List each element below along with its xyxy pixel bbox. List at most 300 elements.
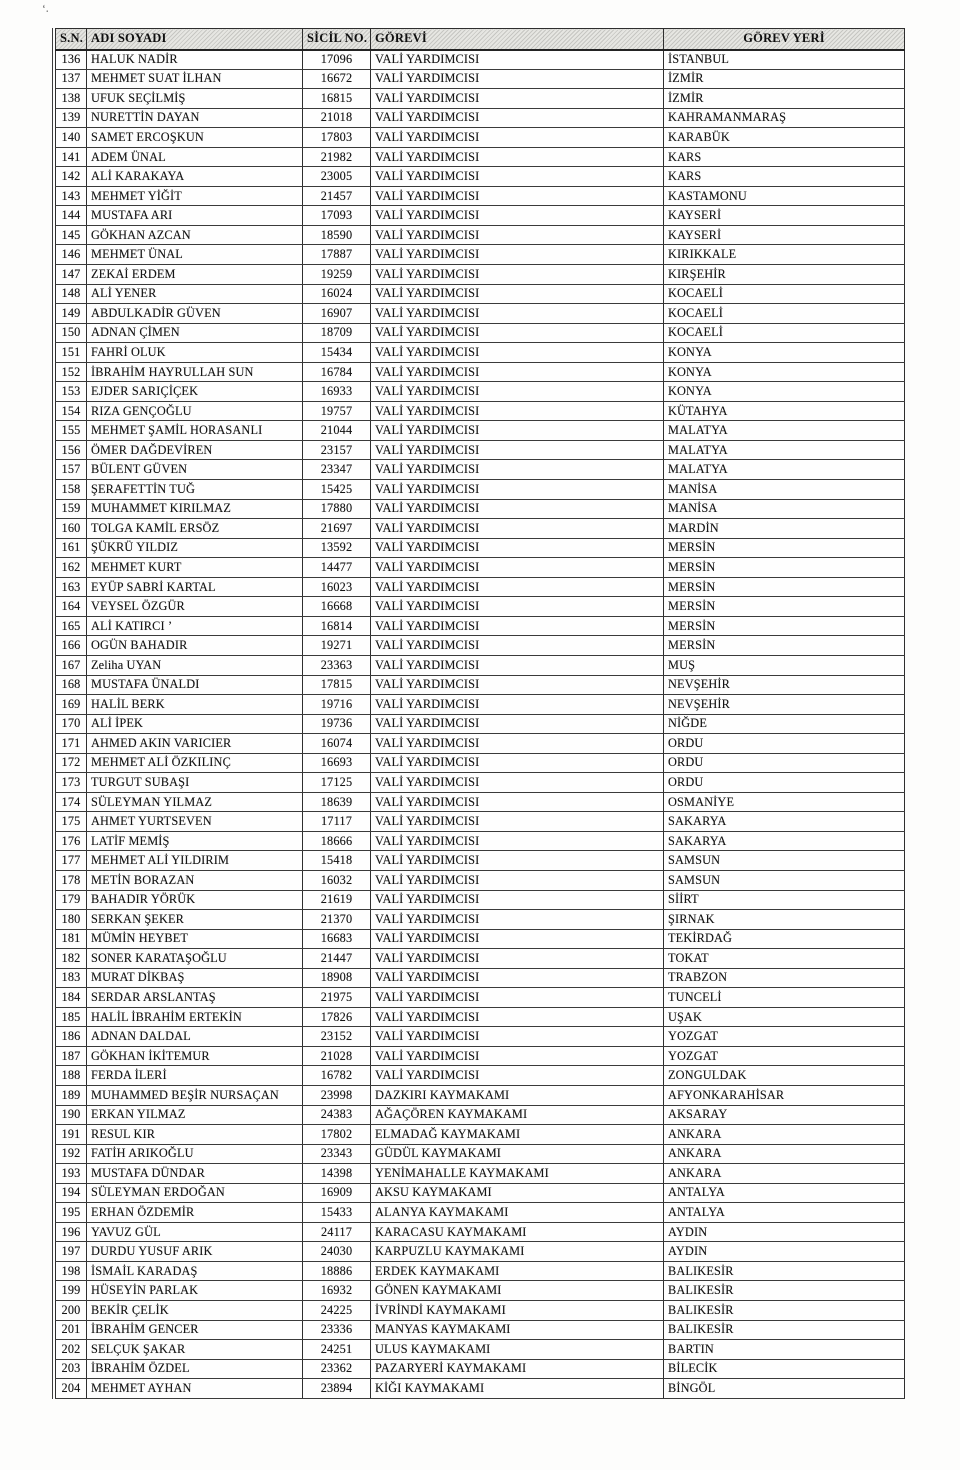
cell-registry-no: 24251 [303, 1340, 371, 1360]
cell-registry-no: 17802 [303, 1125, 371, 1145]
table-row [56, 851, 905, 871]
cell-duty: VALİ YARDIMCISI [371, 499, 664, 519]
cell-name: HALİL İBRAHİM ERTEKİN [87, 1007, 303, 1027]
cell-duty-place: ANKARA [664, 1164, 905, 1184]
cell-name: İBRAHİM GENCER [87, 1320, 303, 1340]
cell-duty: VALİ YARDIMCISI [371, 519, 664, 539]
cell-registry-no: 15418 [303, 851, 371, 871]
table-row [56, 69, 905, 89]
cell-duty-place: BALIKESİR [664, 1281, 905, 1301]
table-row [56, 1105, 905, 1125]
cell-name: ÖMER DAĞDEVİREN [87, 440, 303, 460]
cell-registry-no: 17117 [303, 812, 371, 832]
cell-name: ALİ İPEK [87, 714, 303, 734]
cell-name: Zeliha UYAN [87, 655, 303, 675]
cell-serial-number: 188 [56, 1066, 87, 1086]
table-row [56, 460, 905, 480]
cell-serial-number: 182 [56, 949, 87, 969]
cell-serial-number: 146 [56, 245, 87, 265]
cell-duty-place: KARABÜK [664, 128, 905, 148]
cell-registry-no: 17125 [303, 773, 371, 793]
table-row [56, 734, 905, 754]
cell-registry-no: 24117 [303, 1222, 371, 1242]
cell-registry-no: 18590 [303, 225, 371, 245]
cell-duty-place: SAKARYA [664, 812, 905, 832]
cell-serial-number: 173 [56, 773, 87, 793]
cell-registry-no: 23363 [303, 655, 371, 675]
cell-duty: VALİ YARDIMCISI [371, 245, 664, 265]
cell-name: RIZA GENÇOĞLU [87, 401, 303, 421]
cell-registry-no: 15433 [303, 1203, 371, 1223]
cell-name: SERDAR ARSLANTAŞ [87, 988, 303, 1008]
cell-duty: VALİ YARDIMCISI [371, 734, 664, 754]
cell-duty-place: KONYA [664, 362, 905, 382]
cell-name: FERDA İLERİ [87, 1066, 303, 1086]
cell-serial-number: 201 [56, 1320, 87, 1340]
cell-serial-number: 183 [56, 968, 87, 988]
cell-registry-no: 17093 [303, 206, 371, 226]
cell-serial-number: 191 [56, 1125, 87, 1145]
cell-duty-place: MUŞ [664, 655, 905, 675]
cell-duty: VALİ YARDIMCISI [371, 753, 664, 773]
cell-registry-no: 19736 [303, 714, 371, 734]
cell-name: BÜLENT GÜVEN [87, 460, 303, 480]
cell-duty-place: KÜTAHYA [664, 401, 905, 421]
table-row [56, 929, 905, 949]
cell-duty-place: BALIKESİR [664, 1261, 905, 1281]
table-row [56, 714, 905, 734]
cell-duty: KİĞI KAYMAKAMI [371, 1379, 664, 1399]
cell-serial-number: 152 [56, 362, 87, 382]
cell-duty-place: MERSİN [664, 616, 905, 636]
stray-scan-mark: ‘. [40, 2, 50, 16]
cell-serial-number: 163 [56, 577, 87, 597]
table-row [56, 343, 905, 363]
cell-duty: VALİ YARDIMCISI [371, 910, 664, 930]
cell-duty: VALİ YARDIMCISI [371, 69, 664, 89]
cell-duty: VALİ YARDIMCISI [371, 695, 664, 715]
cell-serial-number: 200 [56, 1301, 87, 1321]
cell-name: METİN BORAZAN [87, 870, 303, 890]
cell-duty: VALİ YARDIMCISI [371, 1066, 664, 1086]
cell-serial-number: 172 [56, 753, 87, 773]
cell-duty-place: KOCAELİ [664, 304, 905, 324]
cell-name: HALUK NADİR [87, 50, 303, 70]
cell-serial-number: 203 [56, 1359, 87, 1379]
cell-registry-no: 15434 [303, 343, 371, 363]
cell-duty-place: ANTALYA [664, 1203, 905, 1223]
cell-serial-number: 175 [56, 812, 87, 832]
cell-registry-no: 24225 [303, 1301, 371, 1321]
cell-duty-place: MALATYA [664, 421, 905, 441]
cell-registry-no: 16932 [303, 1281, 371, 1301]
cell-name: İBRAHİM HAYRULLAH SUN [87, 362, 303, 382]
table-row [56, 910, 905, 930]
cell-serial-number: 136 [56, 50, 87, 70]
cell-serial-number: 198 [56, 1261, 87, 1281]
cell-registry-no: 21619 [303, 890, 371, 910]
cell-name: ADNAN ÇİMEN [87, 323, 303, 343]
cell-serial-number: 165 [56, 616, 87, 636]
table-row [56, 186, 905, 206]
cell-name: MUSTAFA ÜNALDI [87, 675, 303, 695]
cell-registry-no: 16683 [303, 929, 371, 949]
cell-duty: AKSU KAYMAKAMI [371, 1183, 664, 1203]
cell-serial-number: 181 [56, 929, 87, 949]
cell-serial-number: 159 [56, 499, 87, 519]
cell-duty: VALİ YARDIMCISI [371, 1007, 664, 1027]
cell-serial-number: 197 [56, 1242, 87, 1262]
table-row [56, 890, 905, 910]
table-row [56, 1066, 905, 1086]
cell-name: GÖKHAN İKİTEMUR [87, 1046, 303, 1066]
header-row [56, 29, 905, 50]
cell-serial-number: 171 [56, 734, 87, 754]
cell-duty-place: BALIKESİR [664, 1301, 905, 1321]
col-header-name: ADI SOYADI [87, 29, 303, 50]
table-row [56, 538, 905, 558]
cell-duty-place: KOCAELİ [664, 323, 905, 343]
table-row [56, 1301, 905, 1321]
cell-name: OGÜN BAHADIR [87, 636, 303, 656]
cell-name: MEHMET ŞAMİL HORASANLI [87, 421, 303, 441]
cell-serial-number: 192 [56, 1144, 87, 1164]
cell-registry-no: 21447 [303, 949, 371, 969]
cell-duty-place: TUNCELİ [664, 988, 905, 1008]
cell-registry-no: 21018 [303, 108, 371, 128]
cell-duty: VALİ YARDIMCISI [371, 558, 664, 578]
cell-duty: VALİ YARDIMCISI [371, 655, 664, 675]
cell-serial-number: 189 [56, 1085, 87, 1105]
table-row [56, 831, 905, 851]
cell-serial-number: 204 [56, 1379, 87, 1399]
table-row [56, 147, 905, 167]
cell-duty: VALİ YARDIMCISI [371, 616, 664, 636]
cell-registry-no: 16032 [303, 870, 371, 890]
cell-duty-place: ŞIRNAK [664, 910, 905, 930]
table-row [56, 577, 905, 597]
cell-duty: VALİ YARDIMCISI [371, 1046, 664, 1066]
cell-registry-no: 13592 [303, 538, 371, 558]
cell-duty-place: ANKARA [664, 1144, 905, 1164]
cell-serial-number: 142 [56, 167, 87, 187]
cell-registry-no: 16814 [303, 616, 371, 636]
cell-duty: VALİ YARDIMCISI [371, 773, 664, 793]
cell-name: TURGUT SUBAŞI [87, 773, 303, 793]
cell-serial-number: 166 [56, 636, 87, 656]
table-row [56, 753, 905, 773]
cell-serial-number: 164 [56, 597, 87, 617]
cell-duty-place: YOZGAT [664, 1046, 905, 1066]
cell-serial-number: 176 [56, 831, 87, 851]
cell-duty: VALİ YARDIMCISI [371, 362, 664, 382]
table-row [56, 616, 905, 636]
table-row [56, 1046, 905, 1066]
cell-duty-place: MERSİN [664, 538, 905, 558]
cell-duty-place: ORDU [664, 773, 905, 793]
cell-duty: VALİ YARDIMCISI [371, 284, 664, 304]
cell-duty-place: UŞAK [664, 1007, 905, 1027]
table-row [56, 1164, 905, 1184]
cell-duty: VALİ YARDIMCISI [371, 890, 664, 910]
cell-duty-place: KIRŞEHİR [664, 265, 905, 285]
cell-duty: MANYAS KAYMAKAMI [371, 1320, 664, 1340]
cell-name: RESUL KIR [87, 1125, 303, 1145]
cell-serial-number: 150 [56, 323, 87, 343]
cell-duty-place: YOZGAT [664, 1027, 905, 1047]
cell-serial-number: 153 [56, 382, 87, 402]
cell-duty: VALİ YARDIMCISI [371, 128, 664, 148]
cell-name: ALİ KATIRCI ’ [87, 616, 303, 636]
cell-duty-place: MERSİN [664, 636, 905, 656]
cell-duty-place: KONYA [664, 382, 905, 402]
cell-name: SÜLEYMAN YILMAZ [87, 792, 303, 812]
cell-name: MUHAMMET KIRILMAZ [87, 499, 303, 519]
cell-name: MEHMET ÜNAL [87, 245, 303, 265]
cell-serial-number: 168 [56, 675, 87, 695]
cell-duty: ERDEK KAYMAKAMI [371, 1261, 664, 1281]
cell-duty: VALİ YARDIMCISI [371, 225, 664, 245]
cell-duty-place: NEVŞEHİR [664, 675, 905, 695]
cell-serial-number: 194 [56, 1183, 87, 1203]
cell-name: EJDER SARIÇİÇEK [87, 382, 303, 402]
table-row [56, 695, 905, 715]
table-row [56, 1085, 905, 1105]
cell-name: ŞERAFETTİN TUĞ [87, 480, 303, 500]
table-row [56, 440, 905, 460]
cell-registry-no: 17887 [303, 245, 371, 265]
cell-duty: VALİ YARDIMCISI [371, 186, 664, 206]
cell-duty-place: AYDIN [664, 1242, 905, 1262]
cell-name: NURETTİN DAYAN [87, 108, 303, 128]
cell-registry-no: 16668 [303, 597, 371, 617]
cell-registry-no: 23362 [303, 1359, 371, 1379]
cell-duty: VALİ YARDIMCISI [371, 304, 664, 324]
cell-duty-place: KAYSERİ [664, 225, 905, 245]
table-body [56, 50, 905, 1399]
cell-duty-place: KARS [664, 167, 905, 187]
cell-duty-place: MANİSA [664, 480, 905, 500]
table-row [56, 1242, 905, 1262]
col-header-registry-no: SİCİL NO. [303, 29, 371, 50]
cell-registry-no: 23998 [303, 1085, 371, 1105]
cell-duty: VALİ YARDIMCISI [371, 206, 664, 226]
cell-duty-place: NİĞDE [664, 714, 905, 734]
cell-registry-no: 16074 [303, 734, 371, 754]
table-row [56, 773, 905, 793]
cell-serial-number: 141 [56, 147, 87, 167]
table-row [56, 401, 905, 421]
cell-name: YAVUZ GÜL [87, 1222, 303, 1242]
cell-serial-number: 169 [56, 695, 87, 715]
cell-duty: AĞAÇÖREN KAYMAKAMI [371, 1105, 664, 1125]
cell-registry-no: 24030 [303, 1242, 371, 1262]
cell-duty: ALANYA KAYMAKAMI [371, 1203, 664, 1223]
cell-serial-number: 196 [56, 1222, 87, 1242]
cell-registry-no: 16909 [303, 1183, 371, 1203]
table-row [56, 499, 905, 519]
cell-duty: VALİ YARDIMCISI [371, 147, 664, 167]
cell-serial-number: 151 [56, 343, 87, 363]
cell-registry-no: 18639 [303, 792, 371, 812]
cell-duty: VALİ YARDIMCISI [371, 831, 664, 851]
cell-duty: ELMADAĞ KAYMAKAMI [371, 1125, 664, 1145]
cell-name: ZEKAİ ERDEM [87, 265, 303, 285]
cell-serial-number: 157 [56, 460, 87, 480]
cell-duty-place: İZMİR [664, 69, 905, 89]
cell-duty-place: SAMSUN [664, 870, 905, 890]
cell-name: MEHMET ALİ YILDIRIM [87, 851, 303, 871]
cell-duty: VALİ YARDIMCISI [371, 949, 664, 969]
cell-name: MEHMET KURT [87, 558, 303, 578]
table-row [56, 225, 905, 245]
cell-serial-number: 139 [56, 108, 87, 128]
table-row [56, 128, 905, 148]
cell-duty: VALİ YARDIMCISI [371, 89, 664, 109]
cell-name: ERKAN YILMAZ [87, 1105, 303, 1125]
cell-serial-number: 202 [56, 1340, 87, 1360]
cell-duty-place: ANTALYA [664, 1183, 905, 1203]
cell-registry-no: 23157 [303, 440, 371, 460]
table-row [56, 1261, 905, 1281]
cell-name: GÖKHAN AZCAN [87, 225, 303, 245]
cell-duty: GÜDÜL KAYMAKAMI [371, 1144, 664, 1164]
cell-duty: KARPUZLU KAYMAKAMI [371, 1242, 664, 1262]
cell-serial-number: 147 [56, 265, 87, 285]
cell-name: EYÜP SABRİ KARTAL [87, 577, 303, 597]
cell-serial-number: 145 [56, 225, 87, 245]
cell-name: MUSTAFA DÜNDAR [87, 1164, 303, 1184]
cell-duty: GÖNEN KAYMAKAMI [371, 1281, 664, 1301]
cell-duty: VALİ YARDIMCISI [371, 480, 664, 500]
cell-registry-no: 21044 [303, 421, 371, 441]
table-row [56, 1379, 905, 1399]
cell-registry-no: 21028 [303, 1046, 371, 1066]
cell-serial-number: 174 [56, 792, 87, 812]
cell-name: AHMED AKIN VARICIER [87, 734, 303, 754]
cell-registry-no: 18666 [303, 831, 371, 851]
cell-name: İBRAHİM ÖZDEL [87, 1359, 303, 1379]
table-row [56, 792, 905, 812]
cell-name: BAHADIR YÖRÜK [87, 890, 303, 910]
cell-duty-place: KIRIKKALE [664, 245, 905, 265]
table-row [56, 50, 905, 70]
cell-serial-number: 199 [56, 1281, 87, 1301]
cell-duty: VALİ YARDIMCISI [371, 108, 664, 128]
cell-duty: VALİ YARDIMCISI [371, 265, 664, 285]
table-row [56, 1320, 905, 1340]
cell-name: MEHMET YİĞİT [87, 186, 303, 206]
cell-name: SAMET ERCOŞKUN [87, 128, 303, 148]
cell-registry-no: 16023 [303, 577, 371, 597]
cell-name: ADNAN DALDAL [87, 1027, 303, 1047]
cell-registry-no: 15425 [303, 480, 371, 500]
cell-duty: VALİ YARDIMCISI [371, 440, 664, 460]
cell-duty-place: KASTAMONU [664, 186, 905, 206]
col-header-serial-number: S.N. [56, 29, 87, 50]
cell-duty: VALİ YARDIMCISI [371, 538, 664, 558]
cell-name: ALİ YENER [87, 284, 303, 304]
table-row [56, 245, 905, 265]
cell-registry-no: 23347 [303, 460, 371, 480]
cell-duty: VALİ YARDIMCISI [371, 167, 664, 187]
cell-registry-no: 17880 [303, 499, 371, 519]
cell-name: SERKAN ŞEKER [87, 910, 303, 930]
cell-duty-place: TRABZON [664, 968, 905, 988]
table-row [56, 968, 905, 988]
cell-name: ŞÜKRÜ YILDIZ [87, 538, 303, 558]
table-row [56, 655, 905, 675]
cell-serial-number: 143 [56, 186, 87, 206]
table-row [56, 812, 905, 832]
cell-name: MURAT DİKBAŞ [87, 968, 303, 988]
cell-duty: VALİ YARDIMCISI [371, 343, 664, 363]
cell-name: AHMET YURTSEVEN [87, 812, 303, 832]
table-row [56, 1340, 905, 1360]
table-row [56, 421, 905, 441]
cell-registry-no: 19271 [303, 636, 371, 656]
cell-name: VEYSEL ÖZGÜR [87, 597, 303, 617]
cell-duty: VALİ YARDIMCISI [371, 792, 664, 812]
cell-duty-place: KAHRAMANMARAŞ [664, 108, 905, 128]
cell-duty-place: MERSİN [664, 577, 905, 597]
cell-duty-place: SAKARYA [664, 831, 905, 851]
cell-registry-no: 21982 [303, 147, 371, 167]
cell-duty-place: MALATYA [664, 440, 905, 460]
cell-duty: VALİ YARDIMCISI [371, 597, 664, 617]
cell-duty: VALİ YARDIMCISI [371, 812, 664, 832]
cell-name: MUSTAFA ARI [87, 206, 303, 226]
cell-duty: PAZARYERİ KAYMAKAMI [371, 1359, 664, 1379]
cell-duty-place: AFYONKARAHİSAR [664, 1085, 905, 1105]
cell-duty-place: ORDU [664, 734, 905, 754]
cell-name: FAHRİ OLUK [87, 343, 303, 363]
cell-duty: VALİ YARDIMCISI [371, 988, 664, 1008]
cell-name: HALİL BERK [87, 695, 303, 715]
table-row [56, 988, 905, 1008]
cell-name: LATİF MEMİŞ [87, 831, 303, 851]
cell-serial-number: 158 [56, 480, 87, 500]
cell-duty: VALİ YARDIMCISI [371, 968, 664, 988]
cell-serial-number: 148 [56, 284, 87, 304]
cell-duty-place: SAMSUN [664, 851, 905, 871]
cell-duty: VALİ YARDIMCISI [371, 323, 664, 343]
table-row [56, 108, 905, 128]
cell-registry-no: 23894 [303, 1379, 371, 1399]
table-row [56, 1144, 905, 1164]
cell-duty: VALİ YARDIMCISI [371, 929, 664, 949]
cell-registry-no: 17826 [303, 1007, 371, 1027]
cell-serial-number: 193 [56, 1164, 87, 1184]
cell-name: SELÇUK ŞAKAR [87, 1340, 303, 1360]
cell-registry-no: 16933 [303, 382, 371, 402]
cell-name: MEHMET ALİ ÖZKILINÇ [87, 753, 303, 773]
personnel-table-grid [55, 28, 905, 1399]
cell-name: MEHMET AYHAN [87, 1379, 303, 1399]
col-header-duty-place: GÖREV YERİ [664, 29, 905, 50]
cell-serial-number: 138 [56, 89, 87, 109]
cell-serial-number: 149 [56, 304, 87, 324]
cell-name: BEKİR ÇELİK [87, 1301, 303, 1321]
cell-serial-number: 144 [56, 206, 87, 226]
cell-duty-place: MERSİN [664, 597, 905, 617]
cell-duty: VALİ YARDIMCISI [371, 577, 664, 597]
table-row [56, 597, 905, 617]
cell-name: MEHMET SUAT İLHAN [87, 69, 303, 89]
cell-name: ABDULKADİR GÜVEN [87, 304, 303, 324]
cell-registry-no: 18908 [303, 968, 371, 988]
cell-duty-place: ANKARA [664, 1125, 905, 1145]
